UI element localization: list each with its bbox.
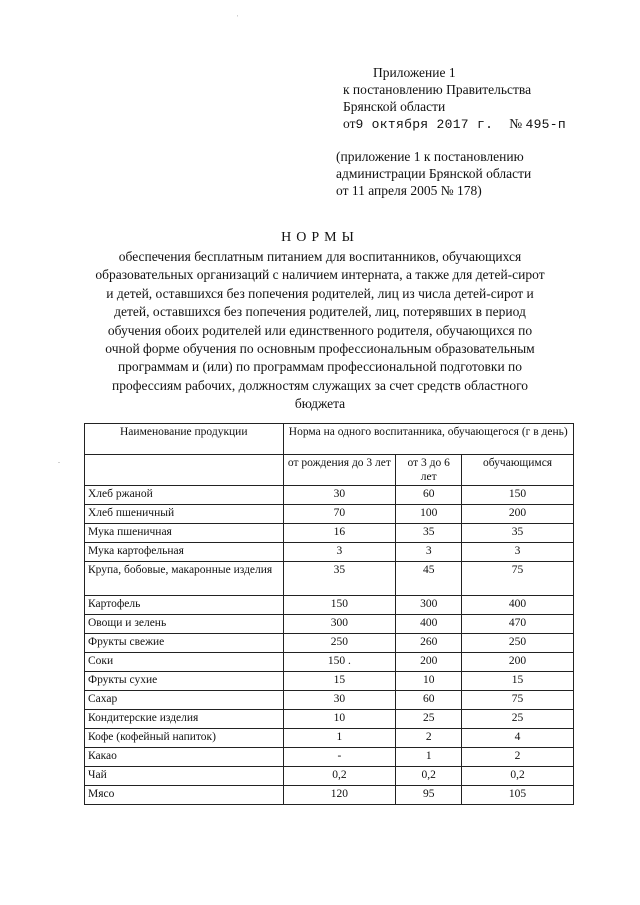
table-row (85, 710, 574, 729)
table-row (85, 786, 574, 805)
norm-3-6-cell: 10 (396, 672, 462, 691)
document-title: НОРМЫ (281, 230, 359, 245)
norm-0-3-cell: 250 (283, 634, 396, 653)
norm-students-cell: 75 (462, 562, 574, 596)
norm-students-cell: 200 (462, 653, 574, 672)
table-row (85, 748, 574, 767)
subtitle-line: и детей, оставшихся без попечения родителей, лиц из числа детей-сирот и (106, 285, 534, 301)
norm-0-3-cell: 30 (283, 691, 396, 710)
norm-3-6-cell: 1 (396, 748, 462, 767)
norm-3-6-cell: 200 (396, 653, 462, 672)
subtitle-line: обеспечения бесплатным питанием для воспитанников, обучающихся (118, 249, 522, 264)
norm-0-3-cell: 15 (283, 672, 396, 691)
age-3-6-header: от 3 до 6 лет (396, 455, 462, 486)
scan-mark: . (58, 456, 60, 465)
norm-0-3-cell: 16 (283, 524, 396, 543)
norm-students-cell: 3 (462, 543, 574, 562)
norm-0-3-cell: 300 (283, 615, 396, 634)
product-name-cell: Кофе (кофейный напиток) (85, 729, 284, 748)
decree-number: 495-п (525, 117, 566, 132)
norm-students-cell: 470 (462, 615, 574, 634)
norm-students-cell: 75 (462, 691, 574, 710)
table-row (85, 653, 574, 672)
subtitle-line: бюджета (294, 396, 346, 412)
norm-column-header: Норма на одного воспитанника, обучающегося (г в день) (283, 424, 573, 455)
norm-3-6-cell: 0,2 (396, 767, 462, 786)
subtitle-line: образовательных организаций с наличием интерната, а также для детей-сирот (95, 267, 545, 283)
table-row (85, 505, 574, 524)
appendix-number: Приложение 1 (373, 65, 456, 80)
previous-reference (336, 148, 531, 199)
date-prefix: от (343, 116, 356, 131)
product-name-cell: Кондитерские изделия (85, 710, 284, 729)
norm-0-3-cell: 0,2 (283, 767, 396, 786)
decree-reference: к постановлению Правительства (343, 82, 532, 97)
decree-date-line (343, 115, 566, 133)
norm-students-cell: 15 (462, 672, 574, 691)
table-row (85, 524, 574, 543)
appendix-header (343, 64, 566, 133)
norm-3-6-cell: 260 (396, 634, 462, 653)
norm-3-6-cell: 300 (396, 596, 462, 615)
product-name-cell: Соки (85, 653, 284, 672)
subtitle-line: программам и (или) по программам профессиональной подготовки по (117, 359, 523, 375)
product-name-cell: Фрукты свежие (85, 634, 284, 653)
table-row (85, 729, 574, 748)
norm-0-3-cell: 35 (283, 562, 396, 596)
table-row (85, 562, 574, 596)
previous-reference-line-1: (приложение 1 к постановлению (336, 149, 524, 164)
norm-0-3-cell: 10 (283, 710, 396, 729)
norm-students-cell: 0,2 (462, 767, 574, 786)
product-column-header: Наименование продукции (85, 424, 284, 455)
subtitle-line: детей, оставшихся без попечения родителей, лиц, потерявших в период (114, 304, 526, 320)
table-row (85, 691, 574, 710)
norm-0-3-cell: 70 (283, 505, 396, 524)
norm-0-3-cell: 150 . (283, 653, 396, 672)
norm-0-3-cell: 120 (283, 786, 396, 805)
empty-header-cell (85, 455, 284, 486)
table-row (85, 543, 574, 562)
norm-0-3-cell: - (283, 748, 396, 767)
previous-reference-line-3: от 11 апреля 2005 № 178) (336, 183, 482, 198)
subtitle-line: профессиям рабочих, должностям служащих за счет средств областного (111, 377, 529, 393)
norm-0-3-cell: 3 (283, 543, 396, 562)
norm-students-cell: 400 (462, 596, 574, 615)
table-header-row (85, 424, 574, 455)
norm-0-3-cell: 30 (283, 486, 396, 505)
norm-3-6-cell: 400 (396, 615, 462, 634)
norm-3-6-cell: 60 (396, 691, 462, 710)
decree-date: 9 октября 2017 г. (355, 117, 494, 132)
product-name-cell: Сахар (85, 691, 284, 710)
subtitle-line: обучения обоих родителей или единственного родителя, обучающихся по (107, 322, 533, 338)
norm-3-6-cell: 2 (396, 729, 462, 748)
students-header: обучающимся (462, 455, 574, 486)
norm-students-cell: 2 (462, 748, 574, 767)
norm-students-cell: 25 (462, 710, 574, 729)
norm-3-6-cell: 45 (396, 562, 462, 596)
table-row (85, 615, 574, 634)
norm-0-3-cell: 150 (283, 596, 396, 615)
table-row (85, 672, 574, 691)
previous-reference-line-2: администрации Брянской области (336, 166, 532, 181)
product-name-cell: Чай (85, 767, 284, 786)
norm-3-6-cell: 3 (396, 543, 462, 562)
subtitle-line: очной форме обучения по основным профессиональным образовательным (105, 341, 535, 357)
product-name-cell: Фрукты сухие (85, 672, 284, 691)
product-name-cell: Хлеб пшеничный (85, 505, 284, 524)
product-name-cell: Какао (85, 748, 284, 767)
table-row (85, 634, 574, 653)
product-name-cell: Крупа, бобовые, макаронные изделия (85, 562, 284, 596)
age-0-3-header: от рождения до 3 лет (283, 455, 396, 486)
norm-3-6-cell: 25 (396, 710, 462, 729)
product-name-cell: Мясо (85, 786, 284, 805)
norm-students-cell: 150 (462, 486, 574, 505)
product-name-cell: Мука пшеничная (85, 524, 284, 543)
table-subheader-row (85, 455, 574, 486)
table-row (85, 596, 574, 615)
norm-3-6-cell: 60 (396, 486, 462, 505)
number-label: № (509, 116, 523, 131)
product-name-cell: Мука картофельная (85, 543, 284, 562)
scan-mark: ˈ (236, 14, 239, 23)
norm-3-6-cell: 35 (396, 524, 462, 543)
norms-table (84, 423, 574, 805)
norm-3-6-cell: 95 (396, 786, 462, 805)
norm-students-cell: 105 (462, 786, 574, 805)
norm-3-6-cell: 100 (396, 505, 462, 524)
table-row (85, 486, 574, 505)
norm-students-cell: 200 (462, 505, 574, 524)
norm-0-3-cell: 1 (283, 729, 396, 748)
norm-students-cell: 250 (462, 634, 574, 653)
norm-students-cell: 35 (462, 524, 574, 543)
region-name: Брянской области (343, 99, 446, 114)
document-subtitle (76, 248, 564, 414)
product-name-cell: Овощи и зелень (85, 615, 284, 634)
table-row (85, 767, 574, 786)
product-name-cell: Картофель (85, 596, 284, 615)
product-name-cell: Хлеб ржаной (85, 486, 284, 505)
norm-students-cell: 4 (462, 729, 574, 748)
